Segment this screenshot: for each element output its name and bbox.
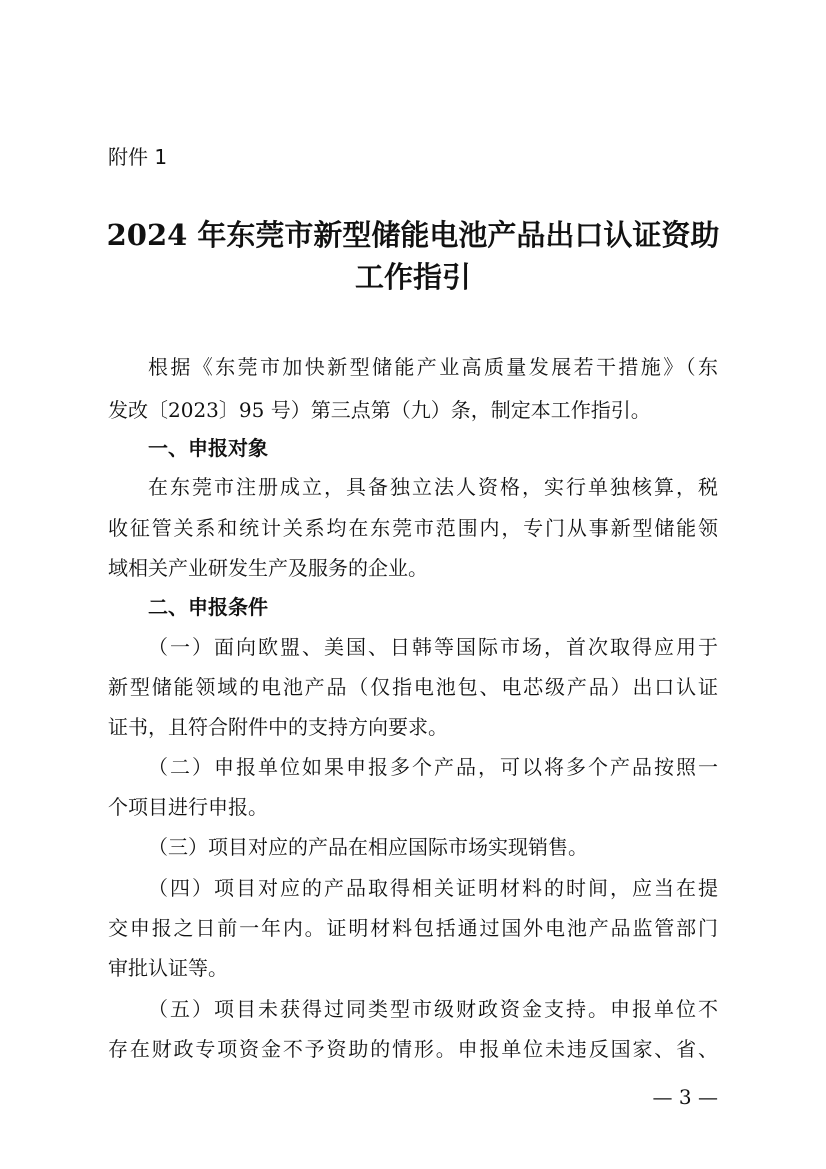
section-1-line-2: 收征管关系和统计关系均在东莞市范围内，专门从事新型储能领 <box>108 516 718 540</box>
item-4-line-3: 审批认证等。 <box>108 956 228 980</box>
item-1-line-2: 新型储能领域的电池产品（仅指电池包、电芯级产品）出口认证 <box>108 675 718 699</box>
item-1-line-1: （一）面向欧盟、美国、日韩等国际市场，首次取得应用于 <box>148 635 718 659</box>
intro-line-2: 发改〔2023〕95 号）第三点第（九）条，制定本工作指引。 <box>108 398 651 422</box>
item-3-line-1: （三）项目对应的产品在相应国际市场实现销售。 <box>148 835 588 859</box>
item-5-line-2: 存在财政专项资金不予资助的情形。申报单位未违反国家、省、 <box>108 1037 718 1061</box>
section-1-line-3: 域相关产业研发生产及服务的企业。 <box>108 556 428 580</box>
document-title-line-2: 工作指引 <box>354 260 471 294</box>
item-4-line-1: （四）项目对应的产品取得相关证明材料的时间，应当在提 <box>148 876 718 900</box>
page-number: — 3 — <box>652 1085 718 1109</box>
section-1-heading: 一、申报对象 <box>148 436 268 460</box>
item-2-line-1: （二）申报单位如果申报多个产品，可以将多个产品按照一 <box>148 755 718 779</box>
document-title-line-1: 2024 年东莞市新型储能电池产品出口认证资助 <box>106 218 720 252</box>
intro-line-1: 根据《东莞市加快新型储能产业高质量发展若干措施》（东 <box>148 355 718 379</box>
attachment-label: 附件 1 <box>108 145 168 169</box>
item-5-line-1: （五）项目未获得过同类型市级财政资金支持。申报单位不 <box>148 997 718 1021</box>
item-4-line-2: 交申报之日前一年内。证明材料包括通过国外电池产品监管部门 <box>108 916 718 940</box>
section-2-heading: 二、申报条件 <box>148 595 268 619</box>
section-1-line-1: 在东莞市注册成立，具备独立法人资格，实行单独核算，税 <box>148 475 718 499</box>
item-2-line-2: 个项目进行申报。 <box>108 795 268 819</box>
item-1-line-3: 证书，且符合附件中的支持方向要求。 <box>108 715 448 739</box>
